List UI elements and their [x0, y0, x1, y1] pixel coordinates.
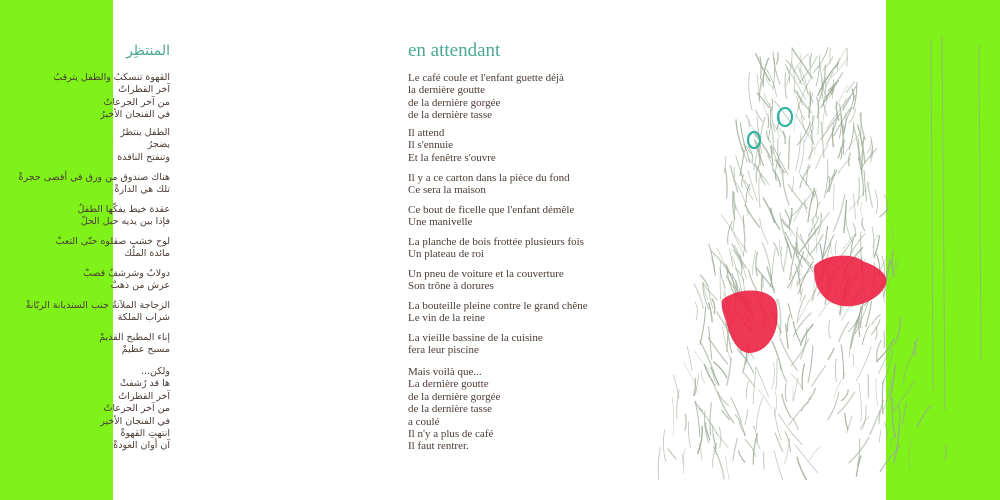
fur-stroke: [783, 131, 785, 144]
fur-stroke: [845, 413, 848, 431]
fur-stroke: [804, 219, 813, 248]
fur-stroke: [793, 377, 798, 401]
fur-stroke: [843, 234, 855, 249]
poem-line-arabic: إناء المطبخ القديمْ: [99, 332, 170, 343]
fur-stroke: [763, 198, 774, 223]
fur-stroke: [862, 325, 869, 345]
stanza-french: [408, 332, 543, 357]
fur-stroke: [759, 390, 773, 410]
fur-stroke: [794, 109, 798, 131]
fur-stroke: [764, 93, 771, 109]
fur-stroke: [774, 450, 783, 480]
fur-stroke: [780, 338, 798, 371]
fur-stroke: [740, 150, 745, 176]
poem-line-french: Il attend: [408, 127, 445, 139]
wall-line: [942, 35, 945, 410]
fur-stroke: [778, 414, 802, 445]
fur-stroke: [879, 430, 880, 442]
fur-stroke: [884, 331, 885, 349]
fur-stroke: [785, 210, 791, 223]
poem-line-arabic: عقدة خيط يفكّها الطفلُ: [77, 204, 170, 215]
poem-line-french: Un plateau de roi: [408, 248, 485, 261]
poem-line-arabic: فإذا بين يديه حبل الحلّ: [80, 216, 170, 228]
fur-stroke: [844, 200, 847, 233]
fur-stroke: [875, 190, 878, 214]
poem-line-arabic: دولابٌ وشرشفٌ قصبْ: [83, 268, 170, 279]
fur-stroke: [880, 446, 901, 472]
fur-stroke: [836, 48, 847, 69]
fur-stroke: [760, 57, 761, 80]
fur-stroke: [846, 210, 852, 241]
poem-line-arabic: هناك صندوق من ورق في أقصى حجرةْ: [18, 172, 170, 183]
poem-line-arabic: تلك هي الدارةْ: [114, 184, 170, 196]
fur-stroke: [683, 362, 698, 393]
wall-line: [979, 45, 981, 360]
poem-line-french: Mais voilà que...: [408, 366, 482, 378]
fur-stroke: [775, 433, 783, 452]
fur-stroke: [687, 346, 692, 371]
poem-line-arabic: القهوة تنسكبُ والطفل يترقبُ: [53, 72, 170, 83]
fur-stroke: [688, 422, 690, 448]
fur-stroke: [745, 409, 748, 425]
fur-stroke: [764, 99, 767, 115]
stanza-french: [408, 204, 574, 229]
fur-stroke: [658, 447, 660, 480]
fur-stroke: [892, 226, 894, 239]
fur-stroke: [862, 218, 865, 231]
poem-line-arabic: مائدة الملك: [124, 248, 170, 260]
fur-stroke: [829, 320, 831, 339]
fur-stroke: [841, 344, 844, 378]
fur-stroke: [799, 140, 804, 174]
fur-stroke: [766, 77, 774, 88]
fur-stroke: [744, 373, 754, 387]
poem-line-french: La dernière goutte: [408, 378, 489, 391]
fur-stroke: [867, 141, 871, 153]
stanza-arabic: [83, 268, 170, 293]
fur-stroke: [700, 307, 706, 345]
wall-line: [931, 40, 933, 390]
poem-line-arabic: شراب الملكة: [117, 312, 170, 324]
stanza-arabic: [53, 72, 170, 122]
stanza-french: [408, 236, 584, 261]
poem-line-french: Ce sera la maison: [408, 184, 486, 197]
poem-line-arabic: الطفل ينتظرُ: [120, 127, 170, 138]
fur-stroke: [694, 350, 716, 378]
fur-stroke: [792, 177, 794, 193]
stanza-arabic: [55, 236, 170, 261]
fur-stroke: [772, 362, 775, 389]
fur-stroke: [705, 422, 710, 440]
fur-stroke: [812, 115, 813, 130]
fur-stroke: [814, 140, 819, 155]
fur-stroke: [744, 239, 747, 252]
fur-stroke: [698, 408, 717, 434]
fur-stroke: [816, 202, 820, 219]
poem-line-french: La planche de bois frottée plusieurs fois: [408, 236, 584, 248]
fur-stroke: [944, 444, 946, 460]
fur-stroke: [909, 439, 912, 470]
stanza-arabic: [117, 127, 170, 164]
poem-line-french: Il n'y a plus de café: [408, 428, 494, 441]
fur-stroke: [872, 227, 874, 256]
fur-stroke: [802, 402, 809, 412]
fur-stroke: [868, 374, 869, 398]
fur-stroke: [776, 359, 777, 390]
fur-stroke: [791, 374, 803, 390]
fur-stroke: [808, 345, 813, 383]
fur-stroke: [711, 367, 719, 385]
poem-line-arabic: آخر القطراتُ: [118, 390, 170, 402]
fur-stroke: [894, 425, 899, 464]
fur-stroke: [756, 110, 763, 122]
poem-line-arabic: الزجاجة الملآنةُ جنب السنديانة الربّانةْ: [25, 300, 170, 311]
fur-stroke: [701, 370, 705, 383]
wall-lines: [931, 35, 981, 410]
stanza-french: [408, 127, 496, 164]
poem-line-french: Une manivelle: [408, 216, 473, 229]
fur-stroke: [862, 406, 866, 430]
poem-line-arabic: يضجرُ: [147, 139, 170, 151]
fur-stroke: [833, 184, 834, 211]
fur-stroke: [876, 378, 878, 406]
fur-stroke: [743, 215, 745, 241]
poem-line-arabic: من آخر الجرعاتُ: [103, 403, 170, 415]
fur-stroke: [727, 357, 732, 386]
fur-stroke: [811, 365, 826, 386]
fur-stroke: [853, 354, 854, 367]
poem-line-arabic: آخر القطراتُ: [118, 84, 170, 96]
fur-stroke: [759, 178, 760, 208]
fur-stroke: [673, 375, 679, 399]
fur-stroke: [663, 430, 665, 462]
fur-stroke: [861, 203, 862, 216]
poem-title-arabic: المنتظِر: [126, 43, 170, 59]
fur-stroke: [772, 249, 776, 278]
fur-stroke: [779, 128, 787, 138]
fur-stroke: [882, 381, 883, 415]
fur-stroke: [884, 421, 887, 438]
fur-stroke: [733, 438, 738, 462]
fur-stroke: [796, 133, 801, 171]
fur-stroke: [895, 258, 899, 270]
fur-stroke: [823, 56, 833, 70]
fur-stroke: [716, 432, 729, 448]
poem-line-french: de la dernière gorgée: [408, 96, 501, 109]
fur-stroke: [835, 85, 848, 110]
fur-stroke: [694, 284, 703, 309]
book-page: [18, 0, 886, 500]
stanza-arabic: [100, 366, 170, 453]
stanza-french: [408, 172, 570, 197]
fur-stroke: [738, 451, 745, 463]
fur-stroke: [778, 299, 781, 337]
fur-stroke: [854, 194, 856, 220]
fur-stroke: [785, 431, 791, 452]
fur-stroke: [787, 314, 789, 331]
stanza-arabic: [77, 204, 170, 229]
poem-line-french: Il faut rentrer.: [408, 440, 469, 453]
fur-stroke: [856, 346, 871, 382]
fur-stroke: [793, 321, 800, 342]
fur-stroke: [776, 52, 778, 65]
poem-line-french: fera leur piscine: [408, 344, 479, 357]
fur-stroke: [859, 383, 862, 422]
fur-stroke: [892, 398, 895, 437]
fur-stroke: [833, 194, 845, 231]
fur-stroke: [841, 390, 848, 402]
poem-line-arabic: ها قد رُشفتْ: [119, 378, 170, 390]
fur-stroke: [780, 365, 787, 382]
poem-line-french: Ce bout de ficelle que l'enfant démêle: [408, 204, 575, 216]
poem-line-arabic: ولكن...: [140, 366, 170, 377]
poem-line-french: Il s'ennuie: [408, 139, 454, 152]
stanza-arabic: [26, 300, 170, 325]
poem-line-arabic: في الفنجان الأخير: [100, 415, 170, 427]
poem-line-french: Le vin de la reine: [408, 312, 485, 325]
fur-stroke: [815, 145, 828, 169]
poem-line-french: Il y a ce carton dans la pièce du fond: [408, 172, 570, 184]
fur-stroke: [903, 351, 914, 386]
fur-stroke: [788, 136, 789, 170]
fur-stroke: [882, 378, 891, 412]
fur-stroke: [816, 55, 820, 86]
poem-line-french: a coulé: [408, 415, 440, 428]
fur-stroke: [746, 115, 750, 127]
poem-line-french: Un pneu de voiture et la couverture: [408, 268, 564, 280]
poem-title-french: en attendant: [408, 40, 501, 61]
stanza-french: [408, 366, 500, 453]
fur-stroke: [774, 101, 792, 124]
fur-stroke: [785, 383, 786, 402]
poem-line-arabic: مسبح عظيمْ: [121, 344, 170, 356]
fur-stroke: [917, 405, 931, 427]
fur-stroke: [783, 244, 787, 272]
fur-stroke: [793, 418, 799, 431]
fur-stroke: [797, 457, 813, 480]
fur-stroke: [683, 449, 685, 465]
fur-stroke: [915, 338, 917, 357]
fur-stroke: [802, 364, 805, 390]
poem-line-french: de la dernière tasse: [408, 109, 492, 122]
fur-stroke: [828, 348, 834, 360]
fur-stroke: [830, 48, 831, 63]
poem-line-french: la dernière goutte: [408, 84, 485, 97]
poem-line-arabic: في الفنجان الأخيرُ: [100, 109, 170, 121]
fur-stroke: [866, 301, 872, 327]
poem-line-french: La vieille bassine de la cuisine: [408, 332, 543, 344]
fur-stroke: [895, 317, 901, 344]
fur-stroke: [828, 391, 839, 420]
fur-stroke: [793, 246, 814, 272]
fur-stroke: [839, 322, 849, 343]
poem-line-arabic: انتهتِ القهوةْ: [120, 428, 170, 440]
fur-stroke: [835, 359, 836, 382]
poem-line-arabic: وتنفتح النافذة: [117, 151, 170, 163]
poem-line-arabic: عرش من ذهبْ: [110, 280, 170, 292]
fur-stroke: [756, 251, 758, 276]
fur-stroke: [892, 381, 915, 413]
fur-stroke: [731, 397, 742, 422]
fur-stroke: [858, 177, 860, 206]
fur-stroke: [828, 73, 843, 92]
fur-stroke: [846, 416, 852, 434]
fur-stroke: [672, 398, 674, 436]
stanza-arabic: [19, 172, 171, 197]
fur-stroke: [835, 241, 837, 256]
fur-stroke: [756, 367, 769, 397]
poem-line-french: La bouteille pleine contre le grand chêne: [408, 300, 588, 312]
fur-stroke: [745, 204, 760, 228]
fur-stroke: [782, 394, 791, 418]
fur-stroke: [746, 381, 748, 398]
fur-stroke: [725, 168, 727, 199]
furry-creature-drawing: [653, 30, 1000, 480]
fur-stroke: [725, 455, 730, 480]
right-mitten: [815, 256, 886, 305]
fur-stroke: [902, 402, 907, 425]
fur-stroke: [668, 449, 677, 460]
poem-line-french: Son trône à dorures: [408, 280, 494, 293]
fur-stroke: [695, 302, 697, 320]
fur-strokes: [658, 47, 946, 480]
poem-line-arabic: لوح خشبٍ صقلوه حتّى التعبْ: [55, 236, 170, 247]
fur-stroke: [864, 170, 867, 201]
poem-line-french: de la dernière gorgée: [408, 390, 501, 403]
poem-line-arabic: آن أوان العودةْ: [113, 440, 170, 452]
fur-stroke: [771, 208, 780, 230]
fur-stroke: [720, 261, 721, 298]
fur-stroke: [760, 218, 769, 243]
fur-stroke: [788, 251, 804, 288]
fur-stroke: [720, 268, 725, 288]
fur-stroke: [810, 447, 820, 461]
fur-stroke: [796, 97, 798, 111]
fur-stroke: [806, 164, 808, 186]
fur-stroke: [685, 414, 686, 431]
fur-stroke: [756, 397, 762, 429]
poem-line-arabic: من آخر الجرعاتُ: [103, 96, 170, 108]
fur-stroke: [768, 114, 769, 128]
fur-stroke: [749, 72, 753, 111]
fur-stroke: [714, 447, 725, 480]
fur-stroke: [817, 97, 819, 119]
fur-stroke: [721, 214, 743, 247]
poem-line-french: de la dernière tasse: [408, 403, 492, 416]
fur-stroke: [799, 105, 805, 120]
fur-stroke: [764, 452, 765, 470]
stanza-french: [408, 72, 564, 122]
fur-stroke: [762, 276, 763, 288]
stanza-arabic: [99, 332, 170, 357]
stanza-french: [408, 300, 588, 325]
fur-stroke: [710, 402, 711, 436]
fur-stroke: [772, 107, 775, 133]
fur-stroke: [898, 405, 900, 426]
left-mitten: [722, 291, 777, 352]
stanza-french: [408, 268, 564, 293]
fur-stroke: [809, 388, 816, 400]
poem-line-french: Le café coule et l'enfant guette déjà: [408, 72, 564, 84]
poem-line-french: Et la fenêtre s'ouvre: [408, 151, 496, 164]
